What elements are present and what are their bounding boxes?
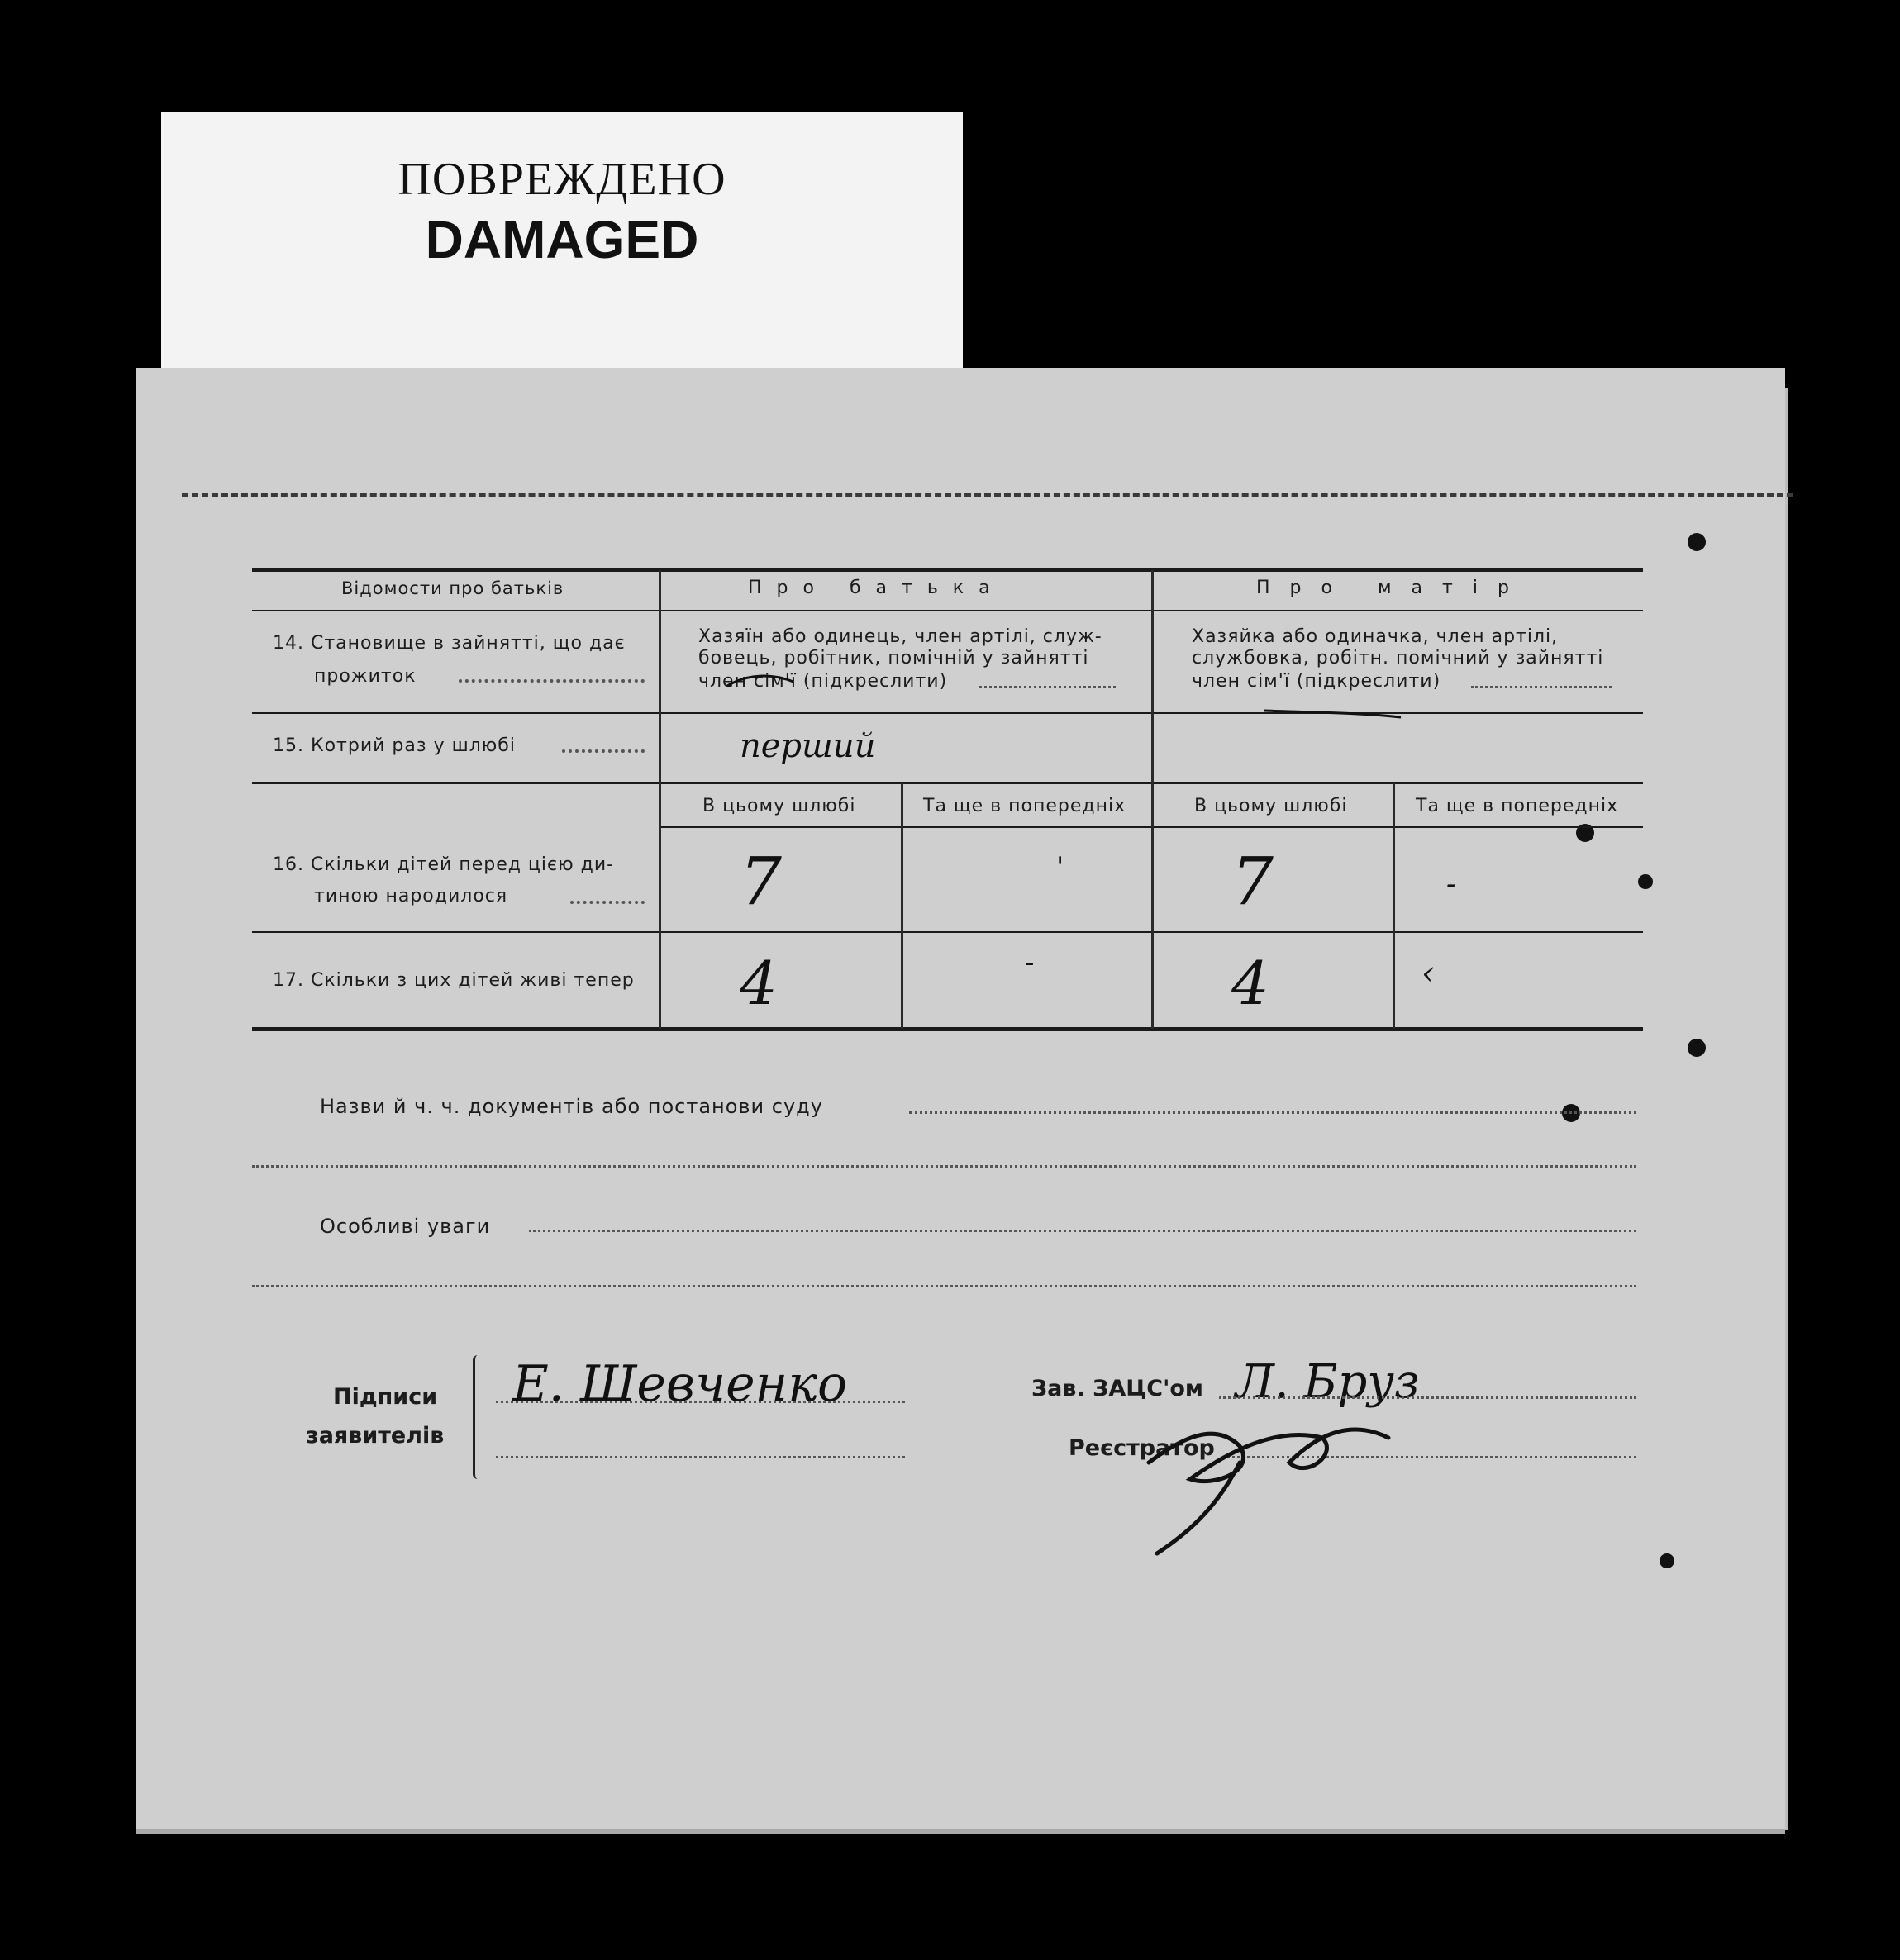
- header-info: Відомости про батьків: [341, 578, 564, 598]
- row15-father-value: перший: [740, 727, 876, 765]
- applicants-label-line2: заявителів: [306, 1423, 445, 1449]
- head-signature: Л. Бруз: [1236, 1355, 1420, 1409]
- registrar-label: Реєстратор: [1069, 1435, 1215, 1461]
- row15-question: 15. Котрий раз у шлюбі: [273, 735, 516, 756]
- row14-father-line2: бовець, робітник, помічній у зайнятті: [698, 648, 1089, 668]
- row16-father-previous: ': [1056, 851, 1064, 884]
- row16-father-current: 7: [740, 843, 782, 920]
- subheader-father-previous: Та ще в попередніх: [923, 796, 1126, 816]
- row14-question-line2: прожиток: [314, 666, 417, 687]
- row14-father-line3: член сім'ї (підкреслити): [698, 671, 948, 692]
- subheader-father-current: В цьому шлюбі: [702, 796, 856, 816]
- row17-mother-previous: ‹: [1421, 954, 1435, 992]
- documents-label: Назви й ч. ч. документів або постанови суду: [320, 1095, 823, 1118]
- row14-mother-line1: Хазяйка або одиначка, член артілі,: [1192, 626, 1559, 647]
- subheader-mother-previous: Та ще в попередніх: [1416, 796, 1619, 816]
- row14-mother-line2: службовка, робітн. помічний у зайнятті: [1192, 648, 1604, 668]
- row16-mother-current: 7: [1231, 843, 1274, 920]
- row16-mother-previous: -: [1446, 868, 1456, 901]
- row17-father-previous: -: [1025, 946, 1035, 979]
- remarks-label: Особливі уваги: [320, 1215, 491, 1238]
- row14-mother-line3: член сім'ї (підкреслити): [1192, 671, 1441, 692]
- damaged-label-english: DAMAGED: [425, 210, 699, 269]
- head-label: Зав. ЗАЦС'ом: [1031, 1376, 1203, 1401]
- applicants-label-line1: Підписи: [333, 1384, 438, 1410]
- applicant-signature: Е. Шевченко: [512, 1355, 848, 1413]
- header-mother: Про матір: [1256, 578, 1529, 598]
- row14-question-line1: 14. Становище в зайнятті, що дає: [273, 633, 626, 654]
- row17-question: 17. Скільки з цих дітей живі тепер: [273, 970, 635, 991]
- row17-mother-current: 4: [1231, 949, 1269, 1018]
- damaged-label-russian: ПОВРЕЖДЕНО: [398, 154, 726, 205]
- subheader-mother-current: В цьому шлюбі: [1194, 796, 1348, 816]
- row14-father-line1: Хазяїн або одинець, член артілі, служ-: [698, 626, 1102, 647]
- header-father: Про батька: [748, 578, 1005, 598]
- row16-question-line1: 16. Скільки дітей перед цією ди-: [273, 854, 615, 875]
- row17-father-current: 4: [740, 949, 778, 1018]
- row16-question-line2: тиною народилося: [314, 886, 508, 906]
